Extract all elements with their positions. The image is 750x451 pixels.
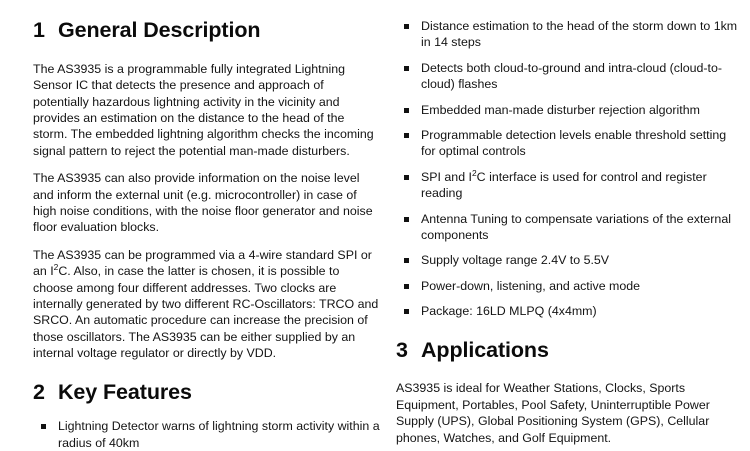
list-item-label: Embedded man-made disturber rejection algorithm: [421, 102, 700, 117]
list-item: [396, 60, 741, 93]
key-features-list-right: [396, 18, 741, 320]
list-item-label: Distance estimation to the head of the storm down to 1km in 14 steps: [421, 19, 738, 50]
section-title: Key Features: [58, 379, 192, 404]
list-item: [396, 211, 741, 244]
bullet-square-icon: [404, 258, 409, 263]
superscript-two: 2: [471, 167, 477, 178]
bullet-square-icon: [404, 24, 409, 29]
paragraph-applications: AS3935 is ideal for Weather Stations, Clocks, Sports Equipment, Portables, Pool Safety, Uninterruptible Power Supply (UPS), Global Positioning System (GPS), Cellular phones, Watches, and Golf Equipment.: [396, 381, 710, 445]
section-heading-applications: [396, 338, 741, 363]
bullet-square-icon: [404, 217, 409, 222]
list-item: [396, 303, 741, 319]
paragraph-general-1: The AS3935 is a programmable fully integrated Lightning Sensor IC that detects the presence and approach of potentially hazardous lightning activity in the vicinity and provides an estimation on the distance to the head of the storm. The embedded lightning algorithm checks the incoming signal pattern to reject the potential man-made disturbers.: [33, 61, 374, 158]
list-item-label-part2: C interface is used for control and register reading: [421, 169, 707, 201]
list-item: [396, 18, 741, 51]
list-item-label-part1: SPI and I: [421, 169, 472, 184]
list-item: [33, 418, 381, 451]
section-heading-key-features: [33, 380, 381, 405]
list-item-spi-i2c: [396, 169, 741, 202]
section-number: 2: [33, 379, 45, 404]
bullet-square-icon: [404, 133, 409, 138]
paragraph-general-3-part2: C. Also, in case the latter is chosen, it is possible to choose among four different addresses. Two clocks are internally generated by two different RC-Oscillators: TRCO and SRCO. An automatic procedure can increase the precision of those oscillators. The AS3935 can be either supplied by an internal voltage regulator or directly by VDD.: [33, 264, 379, 361]
section-number: 1: [33, 18, 45, 42]
bullet-square-icon: [404, 175, 409, 180]
list-item-label: Detects both cloud-to-ground and intra-cloud (cloud-to-cloud) flashes: [421, 60, 722, 92]
paragraph-general-3: [33, 247, 381, 362]
section-heading-general-description: [33, 18, 381, 43]
superscript-two: 2: [53, 262, 59, 273]
list-item-label: Supply voltage range 2.4V to 5.5V: [421, 253, 610, 268]
bullet-square-icon: [404, 309, 409, 314]
list-item-label: Power-down, listening, and active mode: [421, 278, 641, 293]
bullet-square-icon: [404, 66, 409, 71]
left-column: [33, 0, 381, 451]
list-item: [396, 102, 741, 118]
bullet-square-icon: [404, 108, 409, 113]
list-item-label: Package: 16LD MLPQ (4x4mm): [421, 304, 597, 319]
list-item-label: Antenna Tuning to compensate variations of the external components: [421, 211, 731, 243]
section-number: 3: [396, 337, 408, 362]
bullet-square-icon: [404, 284, 409, 289]
list-item: [396, 252, 741, 268]
paragraph-general-3-part1: The AS3935 can be programmed via a 4-wire standard SPI or an I: [33, 247, 372, 279]
section-title: Applications: [421, 337, 549, 362]
section-title: General Description: [58, 18, 261, 42]
list-item-label: Lightning Detector warns of lightning storm activity within a radius of 40km: [58, 419, 380, 450]
list-item: [396, 127, 741, 160]
bullet-square-icon: [41, 424, 46, 429]
right-column: [396, 0, 741, 446]
list-item: [396, 278, 741, 294]
key-features-list-left: [33, 418, 381, 451]
list-item-label: Programmable detection levels enable threshold setting for optimal controls: [421, 128, 727, 159]
paragraph-general-2: The AS3935 can also provide information on the noise level and inform the external unit (e.g. microcontroller) in case of high noise conditions, with the noise floor generator and noise floor evaluation blocks.: [33, 171, 373, 235]
